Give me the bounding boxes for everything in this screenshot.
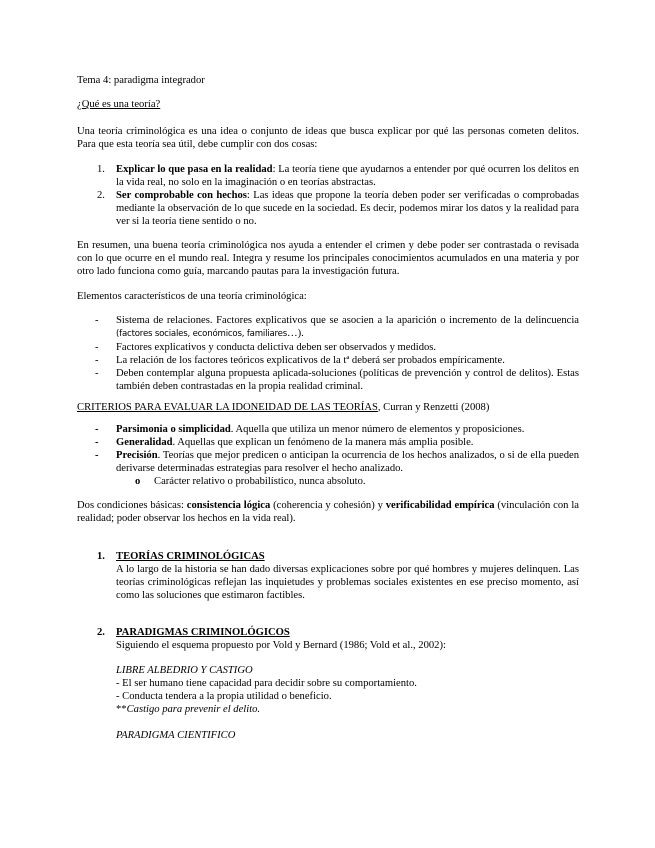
item-text: . Aquella que utiliza un menor número de elementos y proposiciones. (230, 424, 525, 435)
item-number: 1. (97, 164, 105, 175)
section-body: Siguiendo el esquema propuesto por Vold y Bernard (1986; Vold et al., 2002): (116, 640, 446, 651)
section-number: 2. (97, 627, 105, 638)
list-item (77, 367, 579, 393)
libre-line: - El ser humano tiene capacidad para decidir sobre su comportamiento. (116, 678, 417, 689)
list-item (77, 449, 579, 475)
dash-marker: - (95, 355, 99, 366)
item-text: . Aquellas que explican un fenómeno de la manera más amplia posible. (172, 437, 474, 448)
summary-paragraph: En resumen, una buena teoría criminológica nos ayuda a entender el crimen y debe poder ser contrastada o revisada con lo que ocurre en el mundo real. Integra y resume los principales conocimientos acumulados en una materia y por otro lado funciona como guía, marcando pautas para la investigación futura. (77, 240, 579, 277)
criteria-source: , Curran y Renzetti (2008) (377, 402, 490, 413)
criteria-subitem (77, 475, 579, 488)
list-item (77, 189, 579, 228)
elements-list (77, 314, 579, 393)
cientifico-heading: PARADIGMA CIENTIFICO (116, 730, 236, 741)
libre-note: Castigo para prevenir el delito. (126, 704, 261, 715)
item-bold: Generalidad (116, 437, 173, 448)
item-bold: Explicar lo que pasa en la realidad (116, 164, 273, 175)
dash-marker: - (95, 368, 99, 379)
list-item (77, 314, 579, 341)
item-text: Sistema de relaciones. Factores explicativos que se asocien a la aparición o incremento de la delincuencia (116, 315, 579, 326)
sub-text: Carácter relativo o probabilístico, nunca absoluto. (154, 476, 366, 487)
list-item (77, 423, 579, 436)
question-heading: ¿Qué es una teoría? (77, 99, 161, 110)
basic-pre: Dos condiciones básicas: (77, 500, 187, 511)
item-tail: …). (287, 328, 304, 339)
dash-marker: - (95, 450, 99, 461)
elements-intro: Elementos característicos de una teoría criminológica: (77, 291, 307, 302)
criteria-heading: CRITERIOS PARA EVALUAR LA IDONEIDAD DE LAS TEORÍAS (77, 402, 378, 413)
dash-marker: - (95, 424, 99, 435)
dash-marker: - (95, 437, 99, 448)
handwritten-note: (factores sociales, económicos, familiares (116, 329, 288, 339)
basic-bold-2: verificabilidad empírica (385, 500, 495, 511)
document-page (77, 74, 579, 742)
section-heading (77, 550, 579, 563)
item-text: Factores explicativos y conducta delictiva deben ser observados y medidos. (116, 342, 437, 353)
dash-marker: - (95, 315, 99, 326)
item-bold: Ser comprobable con hechos (116, 190, 247, 201)
section-title: TEORÍAS CRIMINOLÓGICAS (116, 551, 265, 562)
conditions-list (77, 163, 579, 228)
dash-marker: - (95, 342, 99, 353)
item-text: Deben contemplar alguna propuesta aplicada-soluciones (políticas de prevención y control de delitos). Estas también deben contrastadas en la propia realidad criminal. (116, 368, 579, 392)
libre-albedrio-block (77, 664, 579, 716)
libre-note-line (116, 703, 579, 716)
item-text: . Teorías que mejor predicen o anticipan la ocurrencia de los hechos analizados, o si de ella pueden derivarse determinadas estrategias para resolver el hecho analizado. (116, 450, 579, 474)
criteria-list (77, 423, 579, 475)
libre-line: - Conducta tendera a la propia utilidad o beneficio. (116, 691, 332, 702)
list-item (77, 341, 579, 354)
section-heading (77, 626, 579, 639)
item-bold: Precisión (116, 450, 158, 461)
section-paradigmas (77, 626, 579, 742)
criteria-heading-line (77, 401, 579, 414)
basic-conditions (77, 499, 579, 525)
list-item (77, 163, 579, 189)
libre-heading: LIBRE ALBEDRIO Y CASTIGO (116, 665, 253, 676)
sub-bullet: o (135, 476, 141, 487)
section-number: 1. (97, 551, 105, 562)
note-prefix: ** (116, 704, 127, 715)
item-number: 2. (97, 190, 105, 201)
intro-paragraph: Una teoría criminológica es una idea o conjunto de ideas que busca explicar por qué las personas cometen delitos. Para que esta teoría sea útil, debe cumplir con dos cosas: (77, 126, 579, 150)
section-body: A lo largo de la historia se han dado diversas explicaciones sobre por qué hombres y mujeres delinquen. Las teorías criminológicas reflejan las inquietudes y problemas sociales existentes en ese preciso momento, así como las soluciones que estimaron factibles. (116, 564, 579, 601)
item-text: : Las ideas que propone la teoría deben poder ser verificadas o comprobadas mediante la observación de lo que sucede en la sociedad. Es decir, podemos mirar los datos y la realidad para ver si la teoría tiene sentido o no. (116, 190, 579, 227)
list-item (77, 436, 579, 449)
item-text: : La teoría tiene que ayudarnos a entender por qué ocurren los delitos en la vida real, no solo en la imaginación o en teorías abstractas. (116, 164, 579, 188)
doc-title: Tema 4: paradigma integrador (77, 75, 205, 86)
section-title: PARADIGMAS CRIMINOLÓGICOS (116, 627, 290, 638)
list-item (77, 354, 579, 367)
paradigma-cientifico-block (77, 729, 579, 742)
item-text: La relación de los factores teóricos explicativos de la tª deberá ser probados empíricamente. (116, 355, 505, 366)
basic-mid: (coherencia y cohesión) y (270, 500, 386, 511)
item-bold: Parsimonia o simplicidad (116, 424, 231, 435)
section-teorias (77, 550, 579, 602)
basic-bold-1: consistencia lógica (186, 500, 271, 511)
basic-post: (vinculación con la realidad; poder observar los hechos en la vida real). (77, 500, 579, 524)
